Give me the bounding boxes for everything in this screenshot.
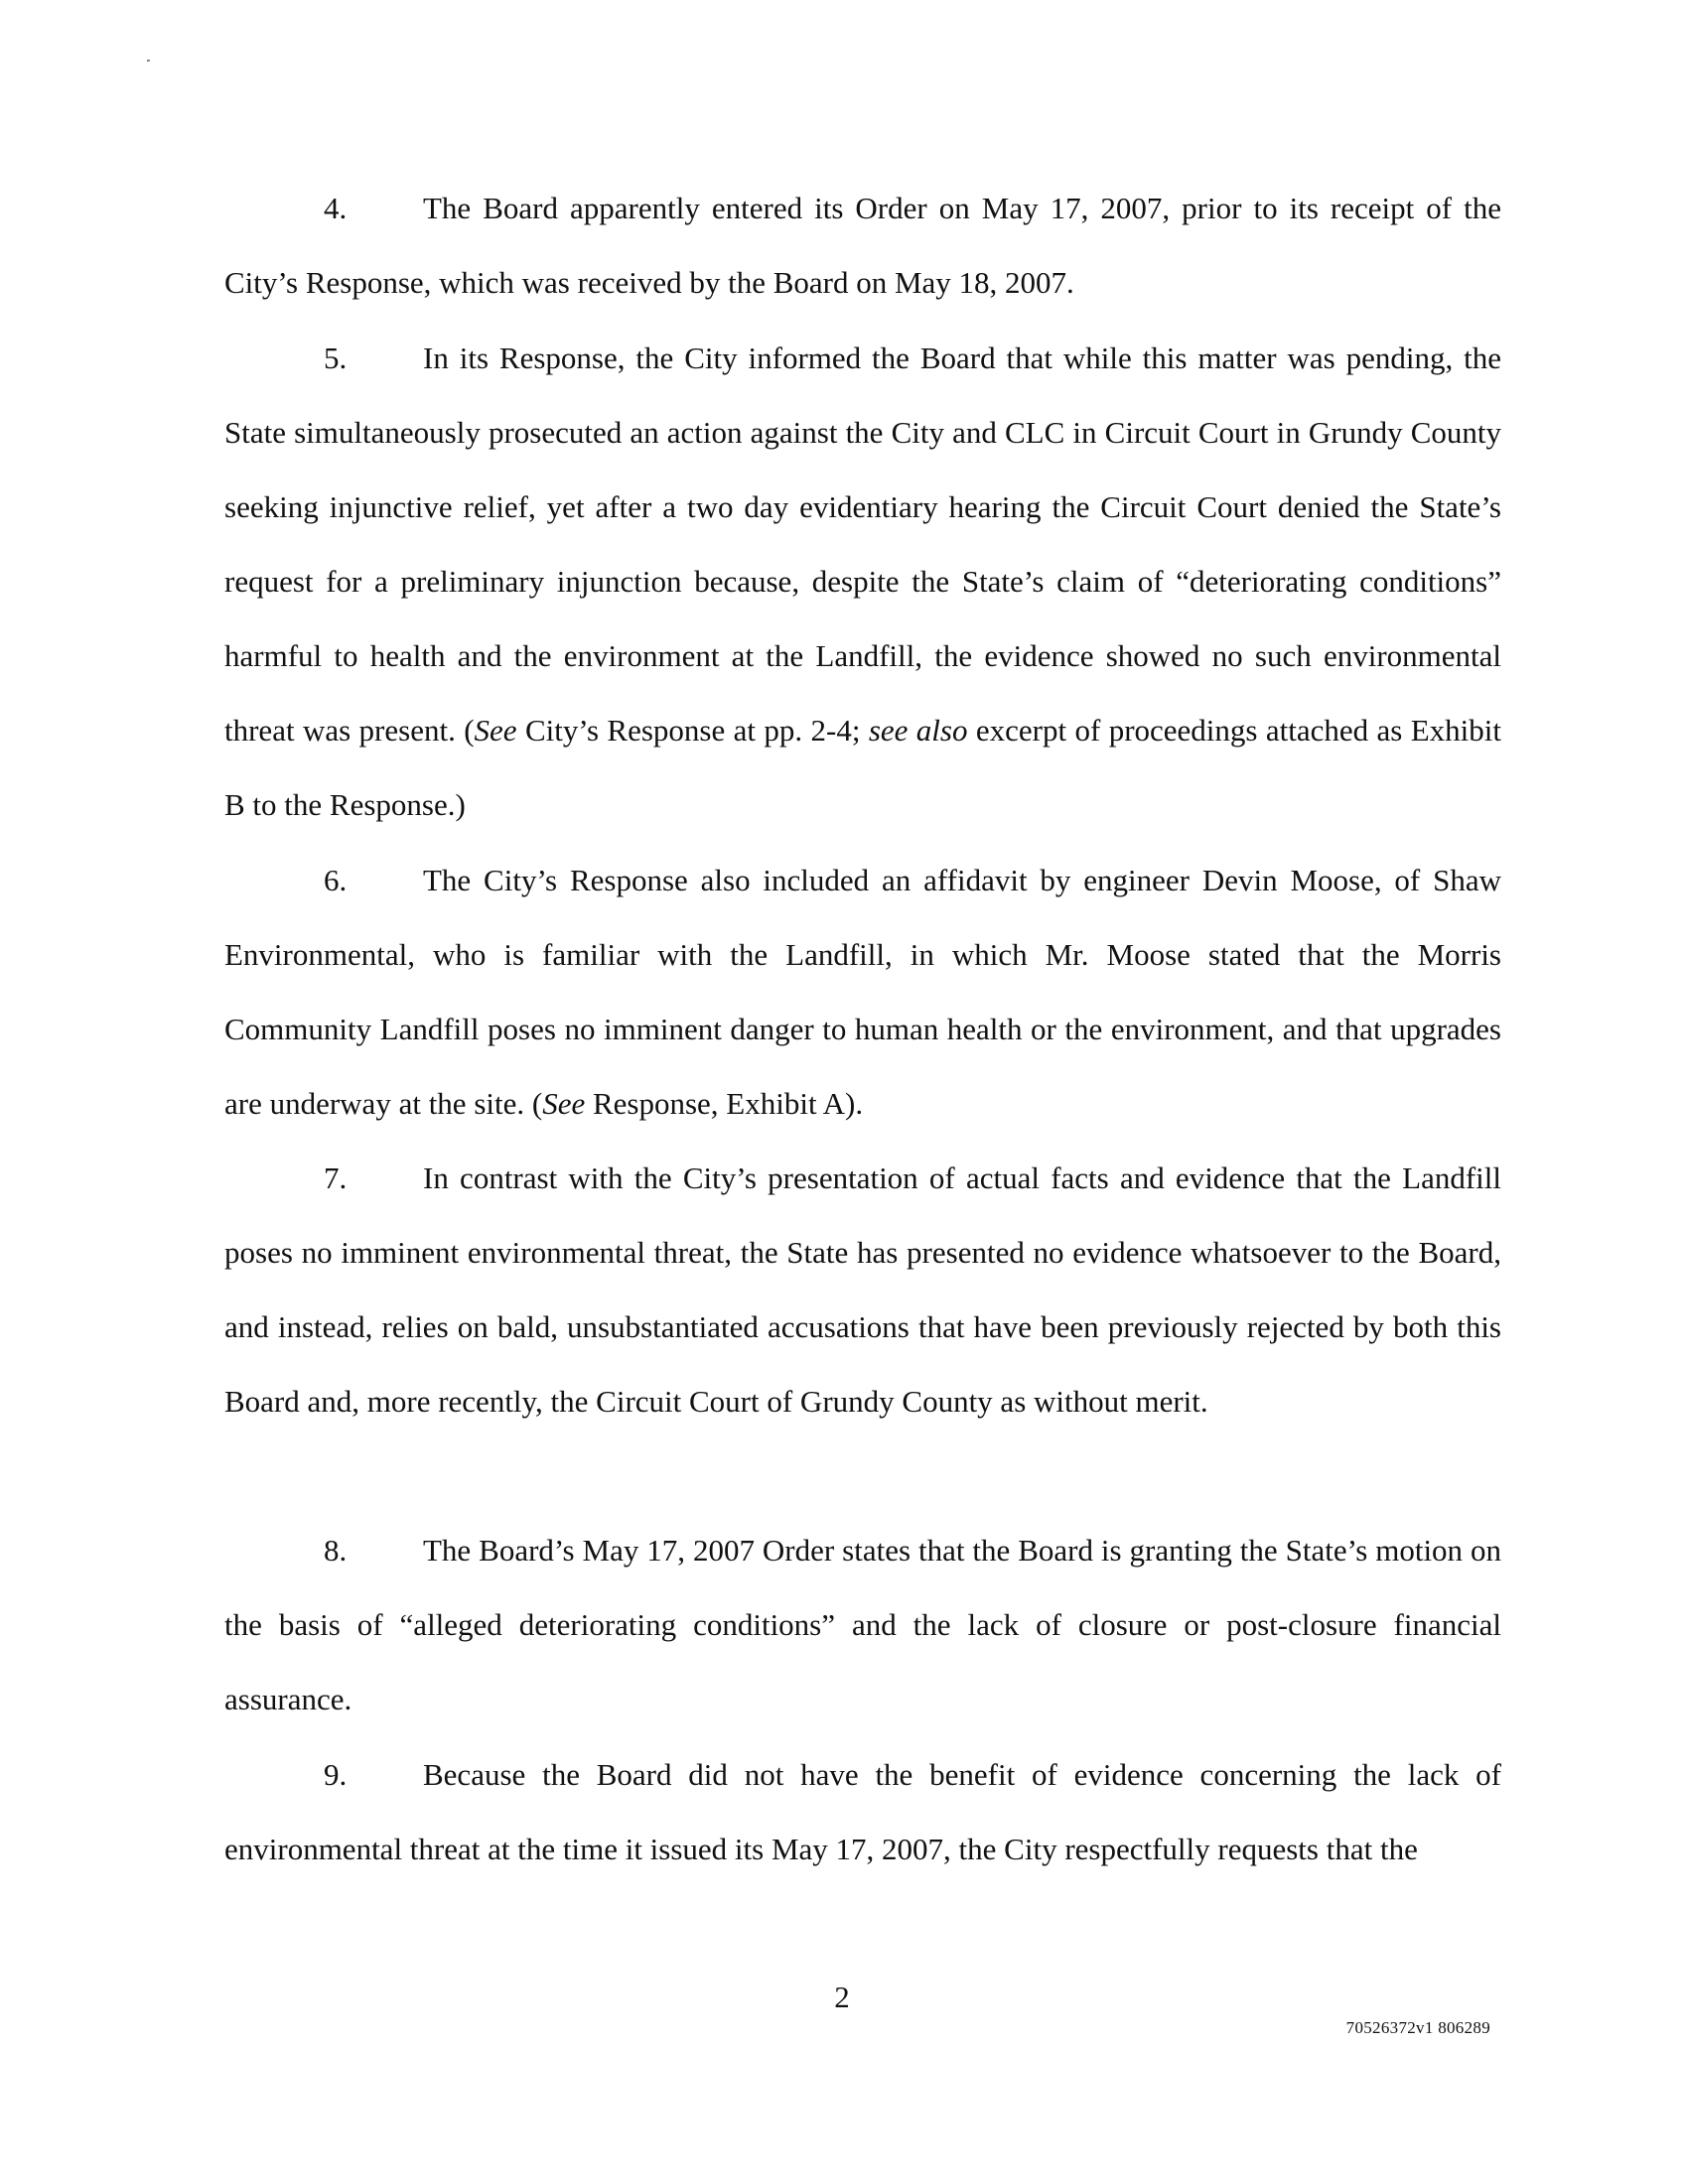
paragraph-number: 9. [324,1757,348,1792]
paragraph-text: Response, Exhibit A). [585,1086,864,1121]
paragraph-8 [224,1513,1501,1736]
paragraph-text: The City’s Response also included an affidavit by engineer Devin Moose, of Shaw Environmental, who is familiar with the Landfill, in which Mr. Moose stated that the Morris Community Landfill poses no imminent danger to human health or the environment, and that upgrades are underway at the site. ( [224,863,1501,1121]
document-id: 70526372v1 806289 [1345,2018,1490,2037]
citation-signal: see also [868,713,968,748]
paragraph-text: In contrast with the City’s presentation of actual facts and evidence that the Landfill poses no imminent environmental threat, the State has presented no evidence whatsoever to the Board, and instead, relies on bald, unsubstantiated accusations that have been previously rejected by both this Board and, more recently, the Circuit Court of Grundy County as without merit. [224,1160,1501,1419]
paragraph-7 [224,1141,1501,1438]
scan-speck [147,60,150,62]
paragraph-6 [224,843,1501,1141]
paragraph-number: 6. [324,863,348,897]
page-number: 2 [834,1979,850,2014]
paragraph-text: City’s Response at pp. 2-4; [516,713,869,748]
paragraph-number: 4. [324,191,348,225]
citation-signal: See [542,1086,586,1121]
paragraph-text: excerpt of proceedings attached as Exhibit B to the Response.) [224,713,1501,822]
citation-signal: See [474,713,517,748]
paragraph-text: Because the Board did not have the benefit of evidence concerning the lack of environmental threat at the time it issued its May 17, 2007, the City respectfully requests that the [224,1757,1501,1866]
paragraph-number: 5. [324,341,348,375]
paragraph-9 [224,1737,1501,1886]
paragraph-number: 8. [324,1533,348,1568]
paragraph-text: The Board’s May 17, 2007 Order states that the Board is granting the State’s motion on the basis of “alleged deteriorating conditions” and the lack of closure or post-closure financial assurance. [224,1533,1501,1716]
paragraph-4 [224,171,1501,320]
paragraph-number: 7. [324,1160,348,1195]
paragraph-text: The Board apparently entered its Order on May 17, 2007, prior to its receipt of the City’s Response, which was received by the Board on May 18, 2007. [224,191,1501,300]
paragraph-5 [224,321,1501,842]
paragraph-text: In its Response, the City informed the Board that while this matter was pending, the State simultaneously prosecuted an action against the City and CLC in Circuit Court in Grundy County seeking injunctive relief, yet after a two day evidentiary hearing the Circuit Court denied the State’s request for a preliminary injunction because, despite the State’s claim of “deteriorating conditions” harmful to health and the environment at the Landfill, the evidence showed no such environmental threat was present. ( [224,341,1501,748]
